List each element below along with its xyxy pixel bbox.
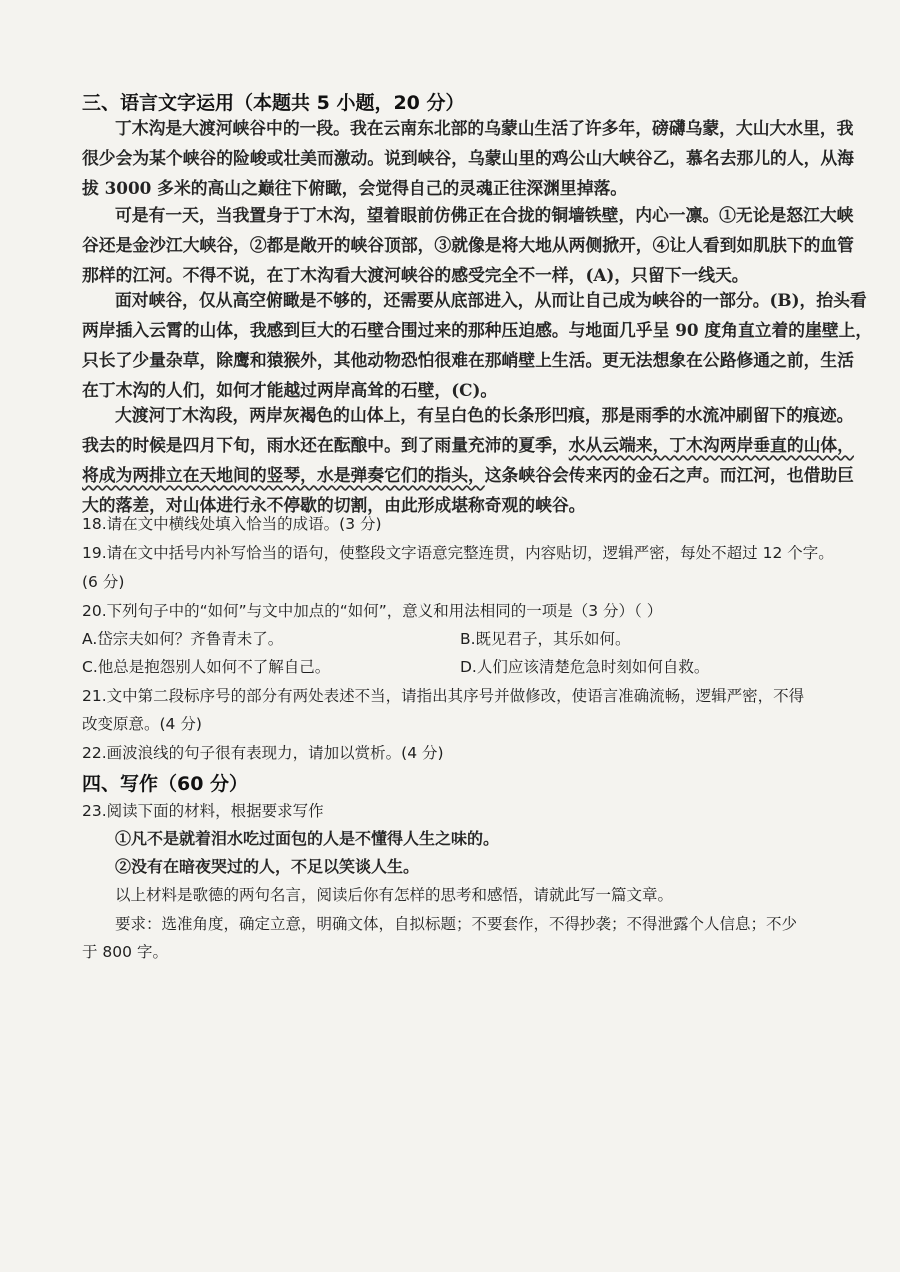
passage-text: 我去的时候是四月下旬，雨水还在酝酿中。到了雨量充沛的夏季， — [82, 435, 569, 455]
option-c: C.他总是抱怨别人如何不了解自己。 — [82, 658, 331, 676]
passage-line: 可是有一天，当我置身于丁木沟，望着眼前仿佛正在合拢的铜墙铁壁，内心一凛。①无论是怒江大峡 — [115, 205, 854, 225]
passage-line: 那样的江河。不得不说，在丁木沟看大渡河峡谷的感受完全不一样，(A)，只留下一线天。 — [82, 265, 749, 285]
question-19-score: (6 分) — [82, 573, 125, 591]
question-19: 19.请在文中括号内补写恰当的语句，使整段文字语意完整连贯，内容贴切，逻辑严密，每处不超过 12 个字。 — [82, 544, 834, 562]
question-20: 20.下列句子中的“如何”与文中加点的“如何”，意义和用法相同的一项是（3 分）（ ） — [82, 602, 663, 620]
question-18: 18.请在文中横线处填入恰当的成语。(3 分) — [82, 515, 382, 533]
option-a: A.岱宗夫如何？齐鲁青未了。 — [82, 630, 284, 648]
material-quote-2: ②没有在暗夜哭过的人，不足以笑谈人生。 — [115, 857, 420, 876]
passage-line: 只长了少量杂草，除鹰和猿猴外，其他动物恐怕很难在那峭壁上生活。更无法想象在公路修通之前，生活 — [82, 350, 854, 370]
passage-line — [82, 435, 854, 455]
passage-line: 大的落差，对山体进行永不停歇的切割，由此形成堪称奇观的峡谷。 — [82, 495, 586, 515]
passage-line: 两岸插入云霄的山体，我感到巨大的石壁合围过来的那种压迫感。与地面几乎呈 90 度角直立着的崖壁上， — [82, 320, 873, 340]
question-21-cont: 改变原意。(4 分) — [82, 715, 202, 733]
wavy-underlined-sentence: 水从云端来，丁木沟两岸垂直的山体， — [568, 435, 854, 455]
section-3-heading: 三、语言文字运用（本题共 5 小题，20 分） — [82, 92, 465, 114]
passage-text: 这条峡谷会传来丙的金石之声。而江河，也借助巨 — [484, 465, 854, 485]
passage-line: 面对峡谷，仅从高空俯瞰是不够的，还需要从底部进入，从而让自己成为峡谷的一部分。(B)，抬头看 — [115, 290, 867, 310]
question-23: 23.阅读下面的材料，根据要求写作 — [82, 802, 324, 820]
passage-line: 在丁木沟的人们，如何才能越过两岸高耸的石壁，(C)。 — [82, 380, 498, 400]
question-21: 21.文中第二段标序号的部分有两处表述不当，请指出其序号并做修改，使语言准确流畅，逻辑严密，不得 — [82, 687, 805, 705]
passage-line: 丁木沟是大渡河峡谷中的一段。我在云南东北部的乌蒙山生活了许多年，磅礴乌蒙，大山大水里，我 — [115, 118, 854, 138]
section-4-heading: 四、写作（60 分） — [82, 773, 249, 795]
option-d: D.人们应该清楚危急时刻如何自救。 — [460, 658, 710, 676]
material-quote-1: ①凡不是就着泪水吃过面包的人是不懂得人生之味的。 — [115, 829, 500, 848]
passage-line: 谷还是金沙江大峡谷，②都是敞开的峡谷顶部，③就像是将大地从两侧掀开，④让人看到如肌肤下的血管 — [82, 235, 854, 255]
passage-line: 大渡河丁木沟段，两岸灰褐色的山体上，有呈白色的长条形凹痕，那是雨季的水流冲刷留下的痕迹。 — [115, 405, 854, 425]
option-b: B.既见君子，其乐如何。 — [460, 630, 631, 648]
passage-line — [82, 465, 854, 485]
writing-requirements-cont: 于 800 字。 — [82, 943, 168, 961]
question-22: 22.画波浪线的句子很有表现力，请加以赏析。(4 分) — [82, 744, 444, 762]
passage-line: 拔 3000 多米的高山之巅往下俯瞰，会觉得自己的灵魂正往深渊里掉落。 — [82, 178, 628, 198]
passage-line: 很少会为某个峡谷的险峻或壮美而激动。说到峡谷，乌蒙山里的鸡公山大峡谷乙，慕名去那儿的人，从海 — [82, 148, 854, 168]
wavy-underlined-sentence: 将成为两排立在天地间的竖琴，水是弹奏它们的指头， — [82, 465, 485, 485]
writing-requirements: 要求：选准角度，确定立意，明确文体，自拟标题；不要套作，不得抄袭；不得泄露个人信息；不少 — [115, 915, 798, 933]
writing-prompt: 以上材料是歌德的两句名言，阅读后你有怎样的思考和感悟，请就此写一篇文章。 — [115, 886, 674, 904]
